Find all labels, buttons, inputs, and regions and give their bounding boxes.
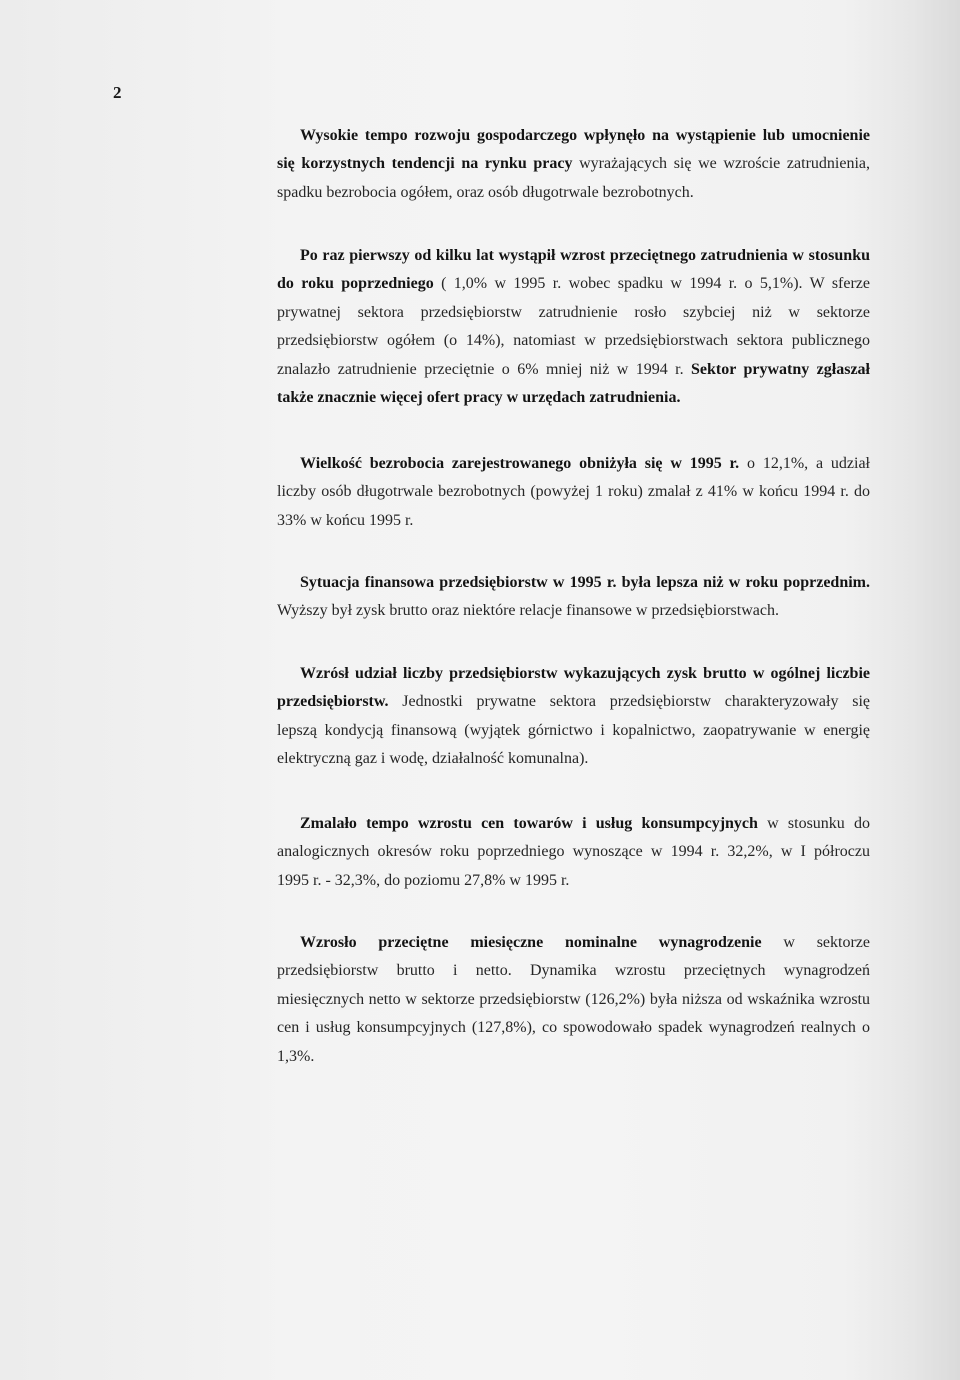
text-line: [277, 986, 870, 1014]
text-line: [277, 122, 870, 150]
body-text: elektryczną gaz i wodę, działalność komunalna).: [277, 750, 589, 768]
text-line: [277, 299, 870, 327]
body-text: znalazło zatrudnienie przeciętnie o 6% mniej niż w 1994 r.: [277, 360, 684, 378]
text-line: [277, 1043, 870, 1071]
text-line: [277, 688, 870, 716]
text-line: [277, 810, 870, 838]
text-line: [277, 327, 870, 355]
body-text: lepszą kondycją finansową (wyjątek górnictwo i kopalnictwo, zaopatrywanie w energię: [277, 721, 870, 739]
bold-text: Wysokie tempo rozwoju gospodarczego wpłynęło na wystąpienie lub umocnienie: [300, 127, 870, 144]
bold-text: się korzystnych tendencji na rynku pracy: [277, 155, 573, 173]
text-line: [277, 242, 870, 270]
bold-text: Sektor prywatny zgłaszał: [683, 360, 871, 378]
text-line: [277, 478, 870, 506]
body-text: spadku bezrobocia ogółem, oraz osób długotrwale bezrobotnych.: [277, 183, 694, 201]
bold-text: Sytuacja finansowa przedsiębiorstw w 1995 r. była lepsza niż w roku poprzednim.: [300, 574, 870, 591]
body-text: przedsiębiorstw ogółem (o 14%), natomiast w przedsiębiorstwach sektora publicznego: [277, 332, 870, 350]
body-text: Wyższy był zysk brutto oraz niektóre relacje finansowe w przedsiębiorstwach.: [277, 602, 779, 620]
text-line: [277, 150, 870, 178]
body-text: 1,3%.: [277, 1047, 315, 1065]
paragraph-labor-market: [277, 122, 870, 207]
text-line: [277, 270, 870, 298]
bold-text: Zmalało tempo wzrostu cen towarów i usług konsumpcyjnych: [300, 815, 758, 832]
text-line: [277, 957, 870, 985]
paragraph-wages: [277, 929, 870, 1071]
body-text: w sektorze: [761, 934, 870, 951]
body-text: wyrażających się we wzroście zatrudnienia,: [572, 155, 871, 173]
bold-text: Wzrosło przeciętne miesięczne nominalne wynagrodzenie: [300, 934, 762, 951]
body-text: 33% w końcu 1995 r.: [277, 511, 414, 529]
text-line: [277, 450, 870, 478]
text-line: [277, 717, 870, 745]
paragraph-unemployment: [277, 450, 870, 535]
paragraph-employment: [277, 242, 870, 412]
bold-text: Wielkość bezrobocia zarejestrowanego obniżyła się w 1995 r.: [300, 455, 740, 472]
body-text: 1995 r. - 32,3%, do poziomu 27,8% w 1995 r.: [277, 871, 570, 889]
page-number: 2: [113, 83, 122, 102]
text-line: [277, 1014, 870, 1042]
body-text: przedsiębiorstw brutto i netto. Dynamika wzrostu przeciętnych wynagrodzeń: [277, 962, 870, 980]
text-line: [277, 745, 870, 773]
text-line: [277, 179, 870, 207]
body-text: w stosunku do: [757, 815, 871, 832]
body-text: ( 1,0% w 1995 r. wobec spadku w 1994 r. o 5,1%). W sferze: [433, 275, 871, 293]
text-line: [277, 838, 870, 866]
text-line: [277, 507, 870, 535]
body-text: analogicznych okresów roku poprzedniego wynoszące w 1994 r. 32,2%, w I półroczu: [277, 843, 870, 861]
paragraph-profitability: [277, 660, 870, 774]
body-text: cen i usług konsumpcyjnych (127,8%), co spowodowało spadek wynagrodzeń realnych o: [277, 1019, 870, 1037]
body-text: prywatnej sektora przedsiębiorstw zatrudnienie rosło szybciej niż w sektorze: [277, 303, 870, 321]
body-text: liczby osób długotrwale bezrobotnych (powyżej 1 roku) zmalał z 41% w końcu 1994 r. do: [277, 483, 870, 501]
bold-text: Po raz pierwszy od kilku lat wystąpił wzrost przeciętnego zatrudnienia w stosunku: [300, 247, 870, 264]
body-text: Jednostki prywatne sektora przedsiębiorstw charakteryzowały się: [388, 693, 870, 711]
body-text: miesięcznych netto w sektorze przedsiębiorstw (126,2%) była niższa od wskaźnika wzrostu: [277, 990, 870, 1008]
bold-text: także znacznie więcej ofert pracy w urzędach zatrudnienia.: [277, 388, 681, 406]
text-line: [277, 384, 870, 412]
text-line: [277, 660, 870, 688]
text-line: [277, 569, 870, 597]
text-line: [277, 597, 870, 625]
text-line: [277, 867, 870, 895]
bold-text: do roku poprzedniego: [277, 275, 434, 293]
body-text: o 12,1%, a udział: [739, 455, 871, 472]
paragraph-financial-situation: [277, 569, 870, 626]
text-line: [277, 929, 870, 957]
text-line: [277, 356, 870, 384]
bold-text: Wzrósł udział liczby przedsiębiorstw wykazujących zysk brutto w ogólnej liczbie: [300, 665, 870, 682]
bold-text: przedsiębiorstw.: [277, 693, 389, 711]
paragraph-consumer-prices: [277, 810, 870, 895]
